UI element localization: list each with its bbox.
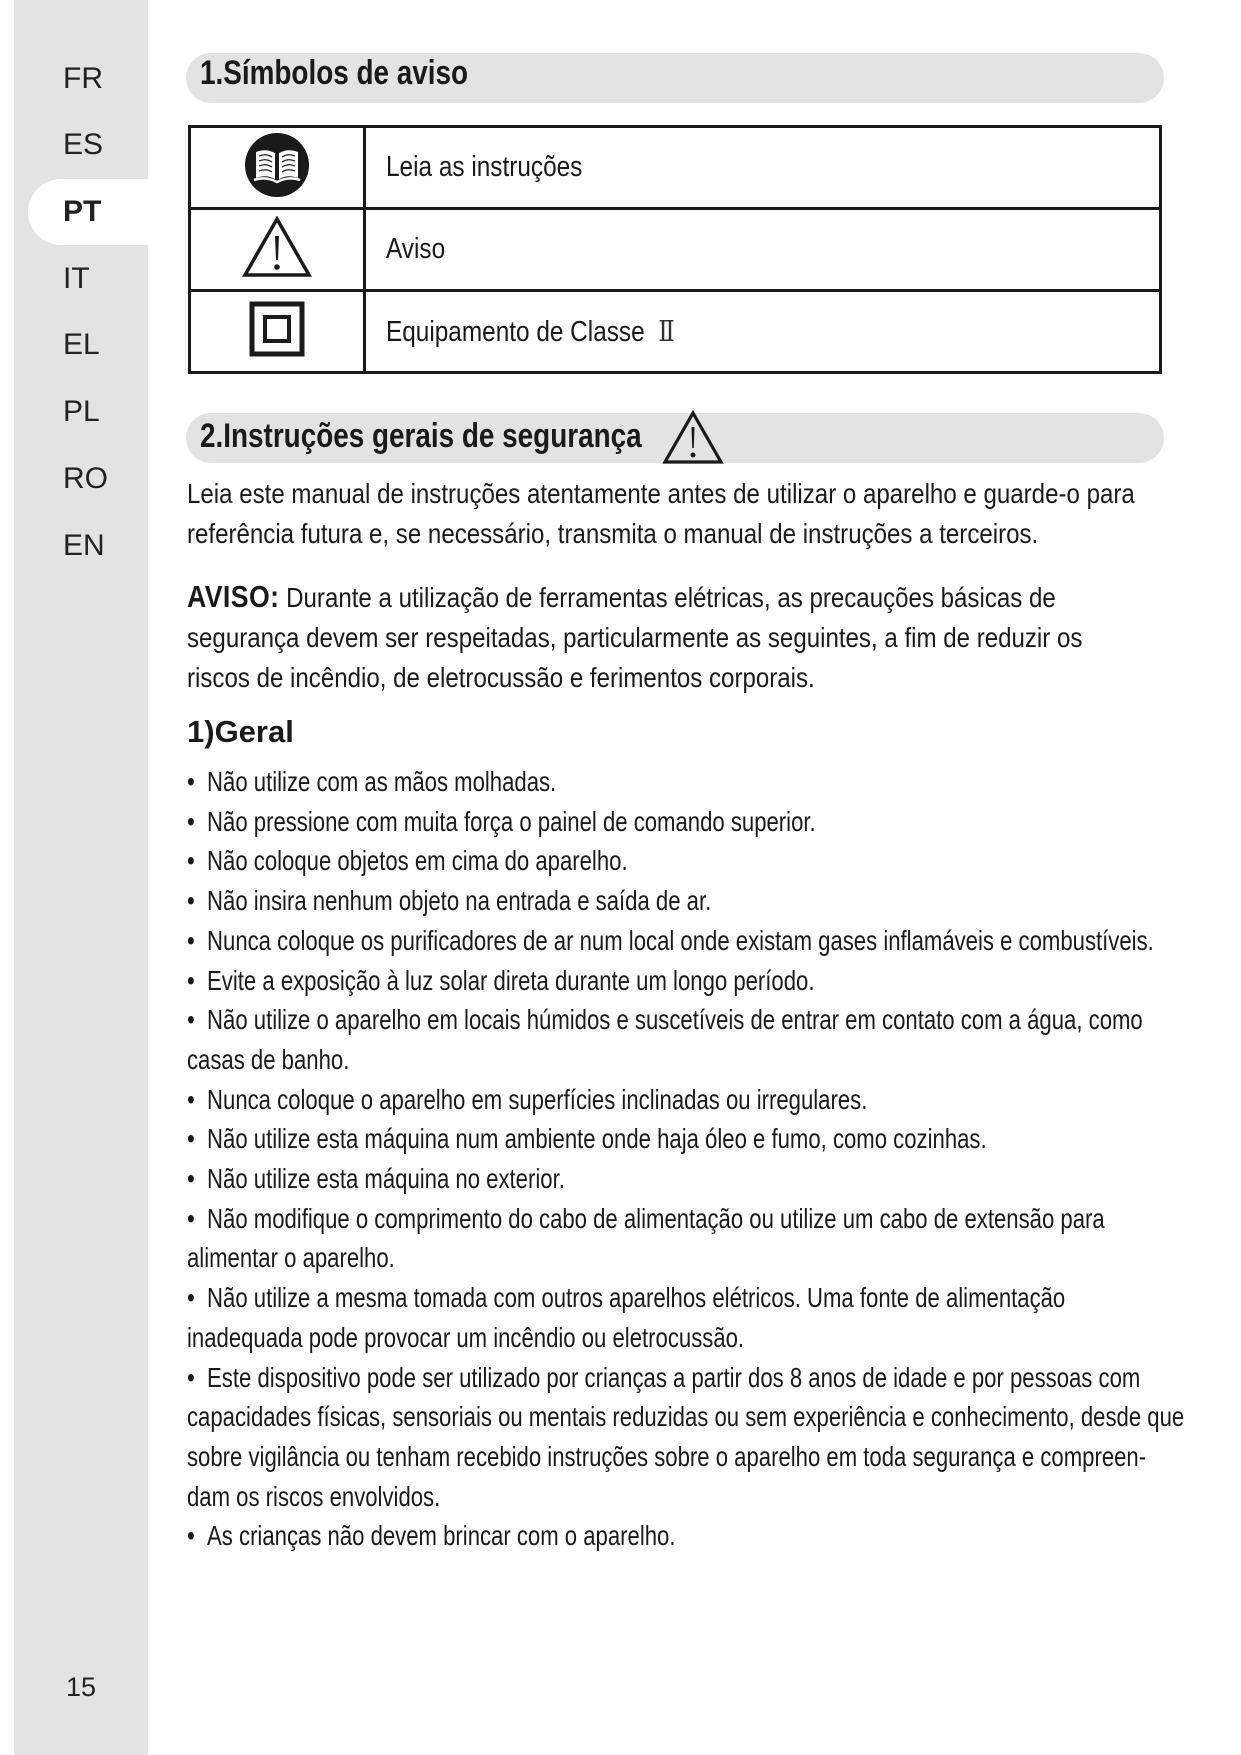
text-line: riscos de incêndio, de eletrocussão e ferimentos corporais. [187, 662, 815, 693]
lang-tab-en[interactable]: EN [63, 529, 105, 562]
list-item: • Nunca coloque os purificadores de ar num local onde existam gases inflamáveis e combustíveis. [187, 921, 977, 961]
list-item: • Este dispositivo pode ser utilizado por crianças a partir dos 8 anos de idade e por pessoas com [187, 1358, 977, 1398]
symbol-text-warning: Aviso [386, 233, 446, 265]
list-item: • Não utilize o aparelho em locais húmidos e suscetíveis de entrar em contato com a água, como [187, 1000, 977, 1040]
text-line: Durante a utilização de ferramentas elétricas, as precauções básicas de [279, 582, 1056, 613]
section-1-title: 1.Símbolos de aviso [200, 54, 469, 92]
list-item: dam os riscos envolvidos. [187, 1480, 441, 1512]
symbol-row [190, 209, 1161, 291]
lang-tab-pl[interactable]: PL [63, 395, 100, 428]
intro-paragraph [187, 474, 1187, 554]
warning-triangle-icon [662, 410, 724, 466]
section-2-title: 2.Instruções gerais de segurança [200, 417, 642, 455]
lang-tab-pt[interactable]: PT [28, 179, 148, 245]
list-item: sobre vigilância ou tenham recebido instruções sobre o aparelho em toda segurança e compreen- [187, 1440, 1147, 1472]
list-item: • Nunca coloque o aparelho em superfícies inclinadas ou irregulares. [187, 1080, 977, 1120]
text-line: referência futura e, se necessário, transmita o manual de instruções a terceiros. [187, 518, 1039, 549]
text-line: Leia este manual de instruções atentamente antes de utilizar o aparelho e guarde-o para [187, 478, 1135, 509]
list-item: capacidades físicas, sensoriais ou mentais reduzidas ou sem experiência e conhecimento, desde que [187, 1401, 1185, 1433]
list-item: • Não utilize a mesma tomada com outros aparelhos elétricos. Uma fonte de alimentação [187, 1278, 977, 1318]
list-item: • Não modifique o comprimento do cabo de alimentação ou utilize um cabo de extensão para [187, 1199, 977, 1239]
lang-tab-ro[interactable]: RO [63, 462, 108, 495]
text-line: segurança devem ser respeitadas, particularmente as seguintes, a fim de reduzir os [187, 622, 1083, 653]
symbol-text-class-ii: Equipamento de Classe [386, 316, 645, 348]
list-item: • Não pressione com muita força o painel de comando superior. [187, 802, 977, 842]
list-item: • Não utilize com as mãos molhadas. [187, 762, 977, 802]
list-item: casas de banho. [187, 1043, 350, 1075]
warning-label: AVISO: [187, 579, 280, 614]
lang-tab-it[interactable]: IT [63, 262, 90, 295]
book-icon [244, 132, 310, 198]
list-item: • Não utilize esta máquina no exterior. [187, 1159, 977, 1199]
list-item: • Não utilize esta máquina num ambiente onde haja óleo e fumo, como cozinhas. [187, 1119, 977, 1159]
bullet-list [187, 762, 1187, 1556]
symbol-row [190, 127, 1161, 209]
subheading-general: 1)Geral [187, 714, 294, 749]
lang-tab-el[interactable]: EL [63, 328, 100, 361]
class-ii-icon [249, 301, 305, 357]
list-item: • Não insira nenhum objeto na entrada e saída de ar. [187, 881, 977, 921]
page-number: 15 [66, 1672, 97, 1702]
list-item: • Evite a exposição à luz solar direta durante um longo período. [187, 961, 977, 1001]
lang-tab-es[interactable]: ES [63, 128, 104, 161]
list-item: inadequada pode provocar um incêndio ou eletrocussão. [187, 1321, 745, 1353]
warning-paragraph [187, 577, 1187, 698]
symbol-row [190, 291, 1161, 373]
list-item: • As crianças não devem brincar com o aparelho. [187, 1516, 977, 1556]
list-item: • Não coloque objetos em cima do aparelho. [187, 841, 977, 881]
warning-triangle-icon [242, 216, 312, 278]
symbols-table [188, 125, 1162, 374]
list-item: alimentar o aparelho. [187, 1242, 395, 1274]
roman-numeral-ii: Ⅱ [658, 314, 675, 348]
lang-tab-fr[interactable]: FR [63, 62, 103, 95]
symbol-text-read-instructions: Leia as instruções [386, 151, 583, 183]
